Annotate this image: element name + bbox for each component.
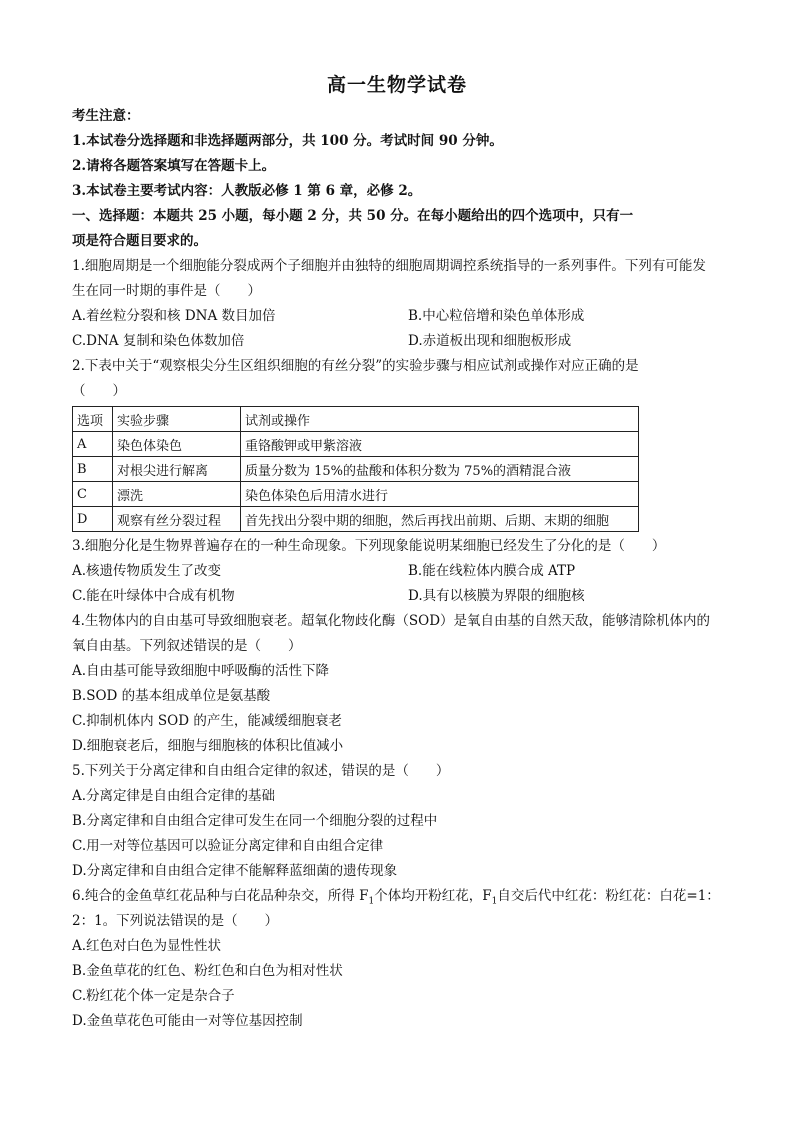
question-6-stem-part-a: 6.纯合的金鱼草红花品种与白花品种杂交，所得 F (72, 888, 369, 904)
notice-header: 考生注意： (72, 108, 140, 124)
question-1-option-d: D.赤道板出现和细胞板形成 (408, 333, 572, 349)
question-6-stem-line-2: 2：1。下列说法错误的是（ ） (72, 913, 279, 929)
table-header-cell: 选项 (73, 407, 113, 432)
subscript-1: 1 (368, 896, 375, 907)
notice-item-3: 3.本试卷主要考试内容：人教版必修 1 第 6 章，必修 2。 (72, 183, 422, 199)
question-6-option-b: B.金鱼草花的红色、粉红色和白色为相对性状 (72, 963, 343, 979)
question-1-options-row-1 (72, 304, 732, 329)
table-cell: 漂洗 (113, 482, 241, 507)
table-cell: C (73, 482, 113, 507)
table-row (73, 432, 639, 457)
question-3-options-row-1 (72, 559, 732, 584)
page-title: 高一生物学试卷 (326, 74, 467, 96)
question-3-option-b: B.能在线粒体内膜合成 ATP (408, 563, 576, 579)
question-4-stem-line-1: 4.生物体内的自由基可导致细胞衰老。超氧化物歧化酶（SOD）是氧自由基的自然天敌，能够清除机体内的 (72, 613, 711, 629)
question-5-option-c: C.用一对等位基因可以验证分离定律和自由组合定律 (72, 838, 384, 854)
question-4-option-c: C.抑制机体内 SOD 的产生，能减缓细胞衰老 (72, 713, 342, 729)
section-instruction-line-1: 一、选择题：本题共 25 小题，每小题 2 分，共 50 分。在每小题给出的四个选项中，只有一 (72, 208, 634, 224)
question-4-option-a: A.自由基可能导致细胞中呼吸酶的活性下降 (72, 663, 330, 679)
table-cell: 首先找出分裂中期的细胞，然后再找出前期、后期、末期的细胞 (241, 507, 639, 532)
table-header-row (73, 407, 639, 432)
question-4 (72, 609, 732, 759)
question-2 (72, 354, 732, 532)
question-3-option-a: A.核遗传物质发生了改变 (72, 563, 222, 579)
table-cell: B (73, 457, 113, 482)
subscript-1: 1 (491, 896, 498, 907)
question-5-option-a: A.分离定律是自由组合定律的基础 (72, 788, 276, 804)
question-1-option-a: A.着丝粒分裂和核 DNA 数目加倍 (72, 308, 276, 324)
question-6 (72, 884, 732, 1034)
question-1 (72, 254, 732, 354)
question-6-stem-part-b: 个体均开粉红花，F (374, 888, 492, 904)
table-cell: 对根尖进行解离 (113, 457, 241, 482)
table-cell: 观察有丝分裂过程 (113, 507, 241, 532)
question-3-option-d: D.具有以核膜为界限的细胞核 (408, 588, 585, 604)
question-1-stem-line-2: 生在同一时期的事件是（ ） (72, 283, 261, 299)
question-3 (72, 534, 732, 609)
question-6-stem-line-1 (72, 884, 732, 909)
question-3-option-c: C.能在叶绿体中合成有机物 (72, 588, 235, 604)
question-5-stem: 5.下列关于分离定律和自由组合定律的叙述，错误的是（ ） (72, 763, 450, 779)
experiment-table (72, 406, 639, 532)
question-5-option-b: B.分离定律和自由组合定律可发生在同一个细胞分裂的过程中 (72, 813, 438, 829)
table-cell: 染色体染色 (113, 432, 241, 457)
question-3-options-row-2 (72, 584, 732, 609)
question-6-option-d: D.金鱼草花色可能由一对等位基因控制 (72, 1013, 303, 1029)
table-row (73, 507, 639, 532)
question-5 (72, 759, 732, 884)
table-header-cell: 实验步骤 (113, 407, 241, 432)
table-header-cell: 试剂或操作 (241, 407, 639, 432)
table-cell: 染色体染色后用清水进行 (241, 482, 639, 507)
question-2-stem-line-2: （ ） (72, 383, 126, 399)
question-4-option-b: B.SOD 的基本组成单位是氨基酸 (72, 688, 271, 704)
question-6-option-c: C.粉红花个体一定是杂合子 (72, 988, 235, 1004)
table-row (73, 482, 639, 507)
table-row (73, 457, 639, 482)
question-1-stem-line-1: 1.细胞周期是一个细胞能分裂成两个子细胞并由独特的细胞周期调控系统指导的一系列事件。下列有可能发 (72, 258, 706, 274)
question-6-option-a: A.红色对白色为显性性状 (72, 938, 222, 954)
question-3-stem: 3.细胞分化是生物界普遍存在的一种生命现象。下列现象能说明某细胞已经发生了分化的是（ ） (72, 538, 666, 554)
question-1-option-c: C.DNA 复制和染色体数加倍 (72, 333, 245, 349)
table-cell: 重铬酸钾或甲紫溶液 (241, 432, 639, 457)
question-4-stem-line-2: 氧自由基。下列叙述错误的是（ ） (72, 638, 302, 654)
question-5-option-d: D.分离定律和自由组合定律不能解释蓝细菌的遗传现象 (72, 863, 398, 879)
table-cell: D (73, 507, 113, 532)
table-cell: A (73, 432, 113, 457)
question-1-options-row-2 (72, 329, 732, 354)
exam-content (72, 104, 732, 1034)
section-instruction-line-2: 项是符合题目要求的。 (72, 233, 207, 249)
question-4-option-d: D.细胞衰老后，细胞与细胞核的体积比值减小 (72, 738, 344, 754)
notice-item-2: 2.请将各题答案填写在答题卡上。 (72, 158, 276, 174)
question-2-stem-line-1: 2.下表中关于“观察根尖分生区组织细胞的有丝分裂”的实验步骤与相应试剂或操作对应正确的是 (72, 358, 639, 374)
question-6-stem-part-c: 自交后代中红花：粉红花：白花=1： (497, 888, 720, 904)
table-cell: 质量分数为 15%的盐酸和体积分数为 75%的酒精混合液 (241, 457, 639, 482)
question-1-option-b: B.中心粒倍增和染色单体形成 (408, 308, 585, 324)
notice-item-1: 1.本试卷分选择题和非选择题两部分，共 100 分。考试时间 90 分钟。 (72, 133, 503, 149)
